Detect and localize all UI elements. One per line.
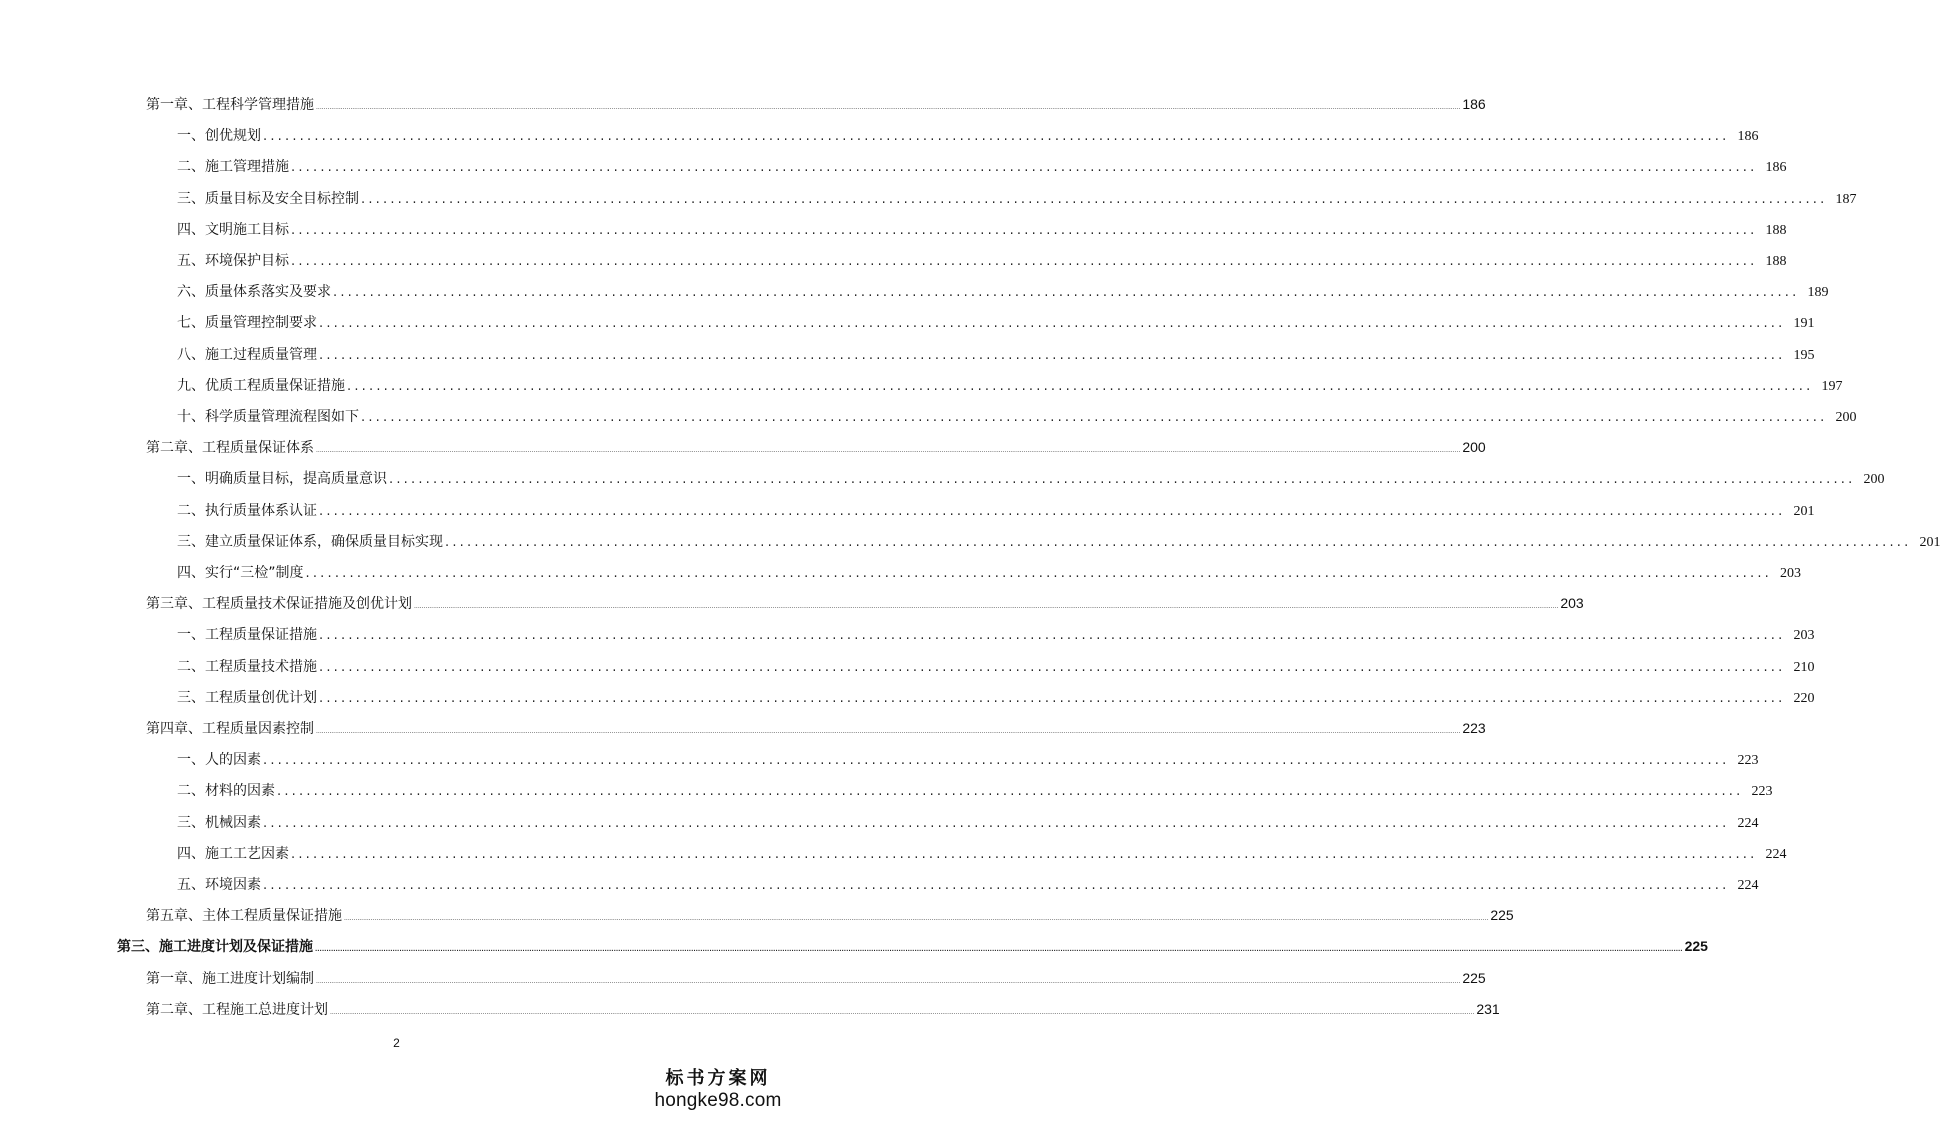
toc-dot-leader: ........................................................................................................................................................................................................ <box>277 784 1744 799</box>
toc-entry[interactable] <box>177 812 1759 834</box>
toc-entry[interactable] <box>177 219 1787 241</box>
toc-dot-leader: ........................................................................................................................................................................................................ <box>319 504 1786 519</box>
toc-entry-title: 五、环境保护目标 <box>177 253 289 269</box>
toc-dot-leader: ........................................................................................................................................................................................................ <box>361 410 1828 425</box>
toc-entry[interactable] <box>177 468 1885 490</box>
toc-dot-leader: ........................................................................................................................................................................................................ <box>263 753 1730 768</box>
toc-entry-page: 201 <box>1919 535 1940 550</box>
toc-entry[interactable] <box>177 624 1815 646</box>
toc-entry-title: 六、质量体系落实及要求 <box>177 284 331 300</box>
toc-entry[interactable] <box>146 593 1584 615</box>
toc-entry-title: 五、环境因素 <box>177 877 261 893</box>
toc-dot-leader: ........................................................................................................................................................................................................ <box>319 691 1786 706</box>
toc-dot-leader: ........................................................................................................................................................................................................ <box>263 129 1730 144</box>
toc-entry-title: 一、明确质量目标，提高质量意识 <box>177 471 387 487</box>
toc-dot-leader: ........................................................................................................................................................................................................................................................................................................................................................................................................................................................................................................................................................................................................................ <box>330 1009 1475 1016</box>
toc-entry-title: 第五章、主体工程质量保证措施 <box>146 908 342 924</box>
toc-entry-page: 220 <box>1793 691 1815 706</box>
toc-dot-leader: ........................................................................................................................................................................................................ <box>305 566 1772 581</box>
toc-entry-page: 201 <box>1793 504 1815 519</box>
toc-entry-page: 188 <box>1765 223 1787 238</box>
toc-dot-leader: ........................................................................................................................................................................................................................................................................................................................................................................................................................................................................................................................................................................................................................ <box>414 603 1559 610</box>
toc-entry-title: 二、施工管理措施 <box>177 159 289 175</box>
toc-dot-leader: ........................................................................................................................................................................................................ <box>319 660 1786 675</box>
toc-entry-page: 200 <box>1462 439 1486 455</box>
toc-entry-title: 第三、施工进度计划及保证措施 <box>117 939 313 955</box>
toc-entry-title: 一、创优规划 <box>177 128 261 144</box>
watermark-site-name: 标书方案网 <box>665 1068 771 1089</box>
toc-entry[interactable] <box>177 843 1787 865</box>
toc-entry[interactable] <box>146 905 1514 927</box>
toc-dot-leader: ........................................................................................................................................................................................................................................................................................................................................................................................................................................................................................................................................................................................................................ <box>316 447 1461 454</box>
toc-entry-title: 三、工程质量创优计划 <box>177 690 317 706</box>
toc-dot-leader: ........................................................................................................................................................................................................ <box>319 348 1786 363</box>
toc-entry[interactable] <box>146 94 1486 116</box>
toc-entry-title: 一、人的因素 <box>177 752 261 768</box>
toc-entry[interactable] <box>177 687 1815 709</box>
toc-entry[interactable] <box>177 780 1773 802</box>
toc-dot-leader: ........................................................................................................................................................................................................ <box>291 254 1758 269</box>
toc-entry-page: 191 <box>1793 316 1815 331</box>
toc-dot-leader: ........................................................................................................................................................................................................ <box>445 535 1912 550</box>
toc-entry[interactable] <box>177 531 1940 553</box>
toc-entry-page: 203 <box>1793 628 1815 643</box>
toc-entry-page: 186 <box>1765 160 1787 175</box>
toc-entry-page: 210 <box>1793 660 1815 675</box>
toc-dot-leader: ........................................................................................................................................................................................................ <box>361 192 1828 207</box>
toc-entry-page: 186 <box>1462 96 1486 112</box>
toc-entry-page: 189 <box>1807 285 1829 300</box>
toc-entry-title: 三、机械因素 <box>177 815 261 831</box>
toc-entry-title: 九、优质工程质量保证措施 <box>177 378 345 394</box>
toc-entry-page: 188 <box>1765 254 1787 269</box>
toc-entry-page: 225 <box>1684 938 1708 954</box>
toc-entry-page: 224 <box>1737 816 1759 831</box>
toc-entry-title: 第一章、施工进度计划编制 <box>146 971 314 987</box>
toc-entry-title: 七、质量管理控制要求 <box>177 315 317 331</box>
toc-dot-leader: ........................................................................................................................................................................................................ <box>389 472 1856 487</box>
toc-entry-title: 第二章、工程施工总进度计划 <box>146 1002 328 1018</box>
toc-entry-title: 第三章、工程质量技术保证措施及创优计划 <box>146 596 412 612</box>
watermark-url: hongke98.com <box>654 1090 782 1111</box>
toc-dot-leader: ........................................................................................................................................................................................................ <box>319 628 1786 643</box>
toc-dot-leader: ........................................................................................................................................................................................................ <box>291 847 1758 862</box>
toc-dot-leader: ........................................................................................................................................................................................................................................................................................................................................................................................................................................................................................................................................................................................................................ <box>316 978 1461 985</box>
toc-entry-page: 225 <box>1490 907 1514 923</box>
toc-entry-page: 231 <box>1476 1001 1500 1017</box>
toc-entry[interactable] <box>177 656 1815 678</box>
toc-entry-title: 第一章、工程科学管理措施 <box>146 97 314 113</box>
toc-entry-title: 二、执行质量体系认证 <box>177 503 317 519</box>
watermark-logo <box>648 1064 788 1112</box>
toc-entry-title: 十、科学质量管理流程图如下 <box>177 409 359 425</box>
toc-dot-leader: ........................................................................................................................................................................................................ <box>291 223 1758 238</box>
toc-dot-leader: ........................................................................................................................................................................................................ <box>263 878 1730 893</box>
toc-entry[interactable] <box>146 968 1486 990</box>
toc-entry-page: 203 <box>1779 566 1801 581</box>
toc-entry-page: 223 <box>1462 720 1486 736</box>
toc-entry[interactable] <box>117 936 1708 958</box>
toc-dot-leader: ........................................................................................................................................................................................................ <box>319 316 1786 331</box>
toc-dot-leader: ........................................................................................................................................................................................................................................................................................................................................................................................................................................................................................................................................................................................................................ <box>344 915 1489 922</box>
toc-entry[interactable] <box>146 437 1486 459</box>
toc-entry[interactable] <box>177 406 1857 428</box>
toc-entry-page: 200 <box>1835 410 1857 425</box>
toc-dot-leader: ........................................................................................................................................................................................................ <box>333 285 1800 300</box>
toc-dot-leader: ........................................................................................................................................................................................................................................................................................................................................................................................................................................................................................................................................................................................................................ <box>316 104 1461 111</box>
toc-entry[interactable] <box>177 375 1843 397</box>
toc-dot-leader: ........................................................................................................................................................................................................ <box>347 379 1814 394</box>
toc-entry-title: 四、文明施工目标 <box>177 222 289 238</box>
toc-entry[interactable] <box>177 344 1815 366</box>
toc-entry[interactable] <box>177 312 1815 334</box>
toc-entry[interactable] <box>177 281 1829 303</box>
toc-entry-title: 二、工程质量技术措施 <box>177 659 317 675</box>
toc-entry-page: 223 <box>1737 753 1759 768</box>
toc-entry[interactable] <box>146 999 1500 1021</box>
toc-entry[interactable] <box>177 250 1787 272</box>
toc-entry-title: 八、施工过程质量管理 <box>177 347 317 363</box>
toc-entry-title: 三、建立质量保证体系，确保质量目标实现 <box>177 534 443 550</box>
toc-entry-page: 187 <box>1835 192 1857 207</box>
toc-dot-leader: ........................................................................................................................................................................................................................................................................................................................................................................................................................................................................................................................................................................................................................ <box>316 728 1461 735</box>
toc-entry-page: 223 <box>1751 784 1773 799</box>
toc-entry[interactable] <box>177 500 1815 522</box>
toc-entry-page: 225 <box>1462 970 1486 986</box>
toc-entry-title: 二、材料的因素 <box>177 783 275 799</box>
toc-entry[interactable] <box>177 749 1759 771</box>
toc-entry-page: 224 <box>1737 878 1759 893</box>
toc-entry-page: 197 <box>1821 379 1843 394</box>
toc-entry-title: 三、质量目标及安全目标控制 <box>177 191 359 207</box>
toc-dot-leader: ........................................................................................................................................................................................................ <box>291 160 1758 175</box>
toc-dot-leader: ........................................................................................................................................................................................................................................................................................................................................................................................................................................................................................................................................................................................................................ <box>315 946 1683 953</box>
page-number: 2 <box>393 1036 400 1050</box>
toc-entry-title: 四、实行“三检”制度 <box>177 565 304 581</box>
toc-dot-leader: ........................................................................................................................................................................................................ <box>263 816 1730 831</box>
toc-entry-page: 200 <box>1863 472 1885 487</box>
toc-entry-title: 第二章、工程质量保证体系 <box>146 440 314 456</box>
toc-entry[interactable] <box>177 874 1759 896</box>
toc-entry-title: 第四章、工程质量因素控制 <box>146 721 314 737</box>
toc-entry[interactable] <box>177 562 1801 584</box>
toc-entry[interactable] <box>177 156 1787 178</box>
toc-entry-title: 四、施工工艺因素 <box>177 846 289 862</box>
toc-entry[interactable] <box>146 718 1486 740</box>
toc-entry-page: 186 <box>1737 129 1759 144</box>
toc-entry-page: 195 <box>1793 348 1815 363</box>
toc-entry-title: 一、工程质量保证措施 <box>177 627 317 643</box>
toc-entry-page: 224 <box>1765 847 1787 862</box>
toc-entry[interactable] <box>177 125 1759 147</box>
toc-entry-page: 203 <box>1560 595 1584 611</box>
toc-entry[interactable] <box>177 188 1857 210</box>
